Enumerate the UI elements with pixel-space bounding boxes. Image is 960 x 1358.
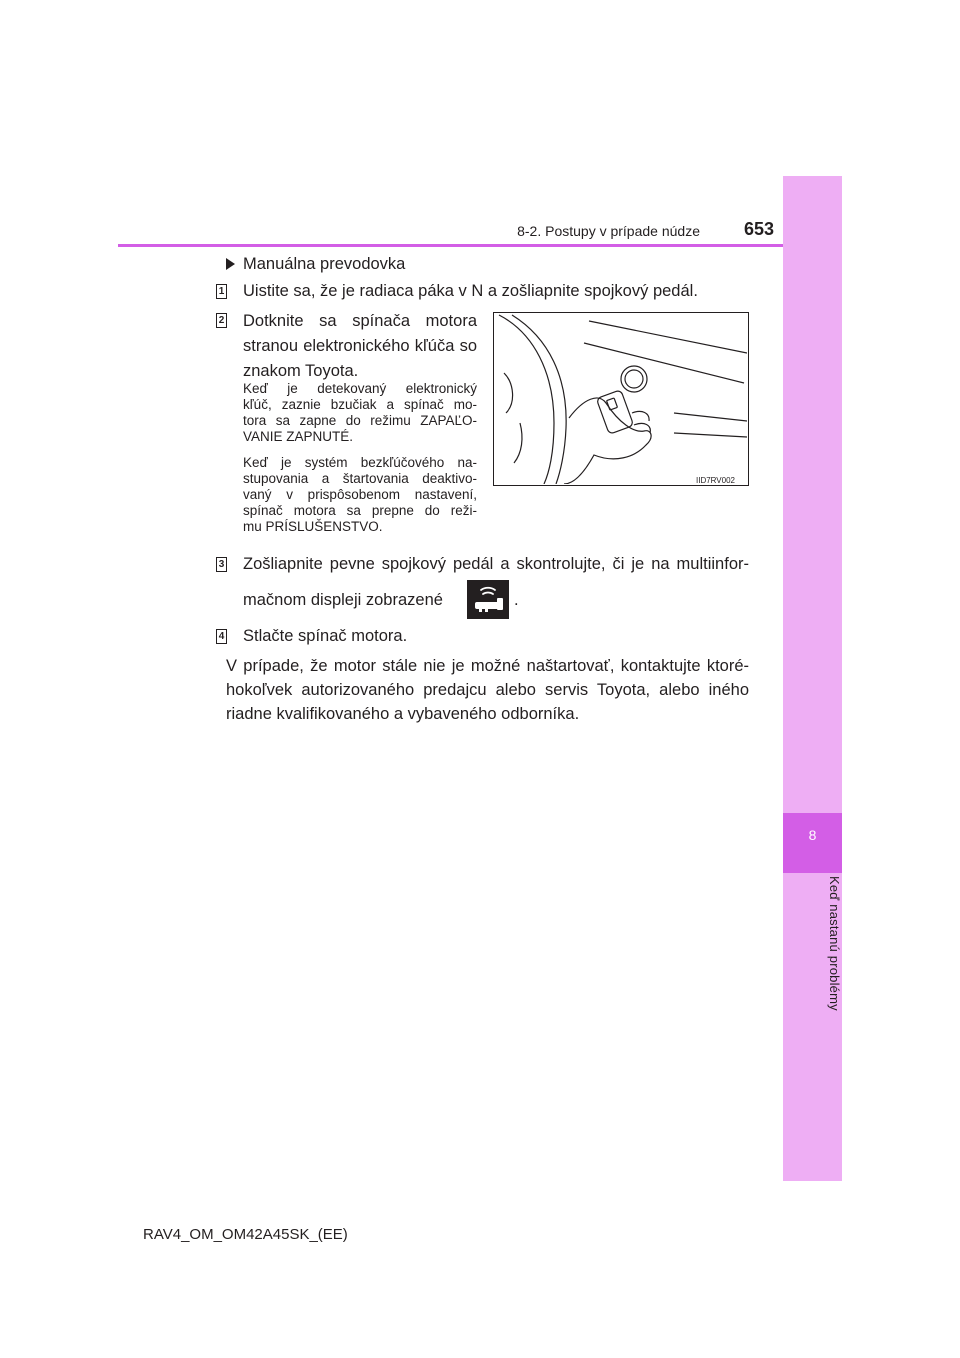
step-2-note-2-line: Keď je systém bezkľúčového na- [243,455,477,470]
step-number-2: 2 [216,313,227,328]
step-2-note-1-line: tora sa zapne do režimu ZAPAĽO- [243,413,477,428]
chapter-side-tab [783,176,842,1181]
chapter-tab-active[interactable] [783,813,842,873]
step-2-note-1-line: Keď je detekovaný elektronický [243,381,477,396]
step-number-4: 4 [216,629,227,644]
step-number-3: 3 [216,557,227,572]
subsection-heading: Manuálna prevodovka [243,255,406,273]
step-3-period: . [514,591,519,609]
illustration-drawing [494,313,747,484]
chapter-label: Keď nastanú problémy [827,875,842,1011]
triangle-bullet-icon [226,258,235,270]
section-title: 8-2. Postupy v prípade núdze [517,223,700,239]
step-3-line: mačnom displeji zobrazené [243,591,443,609]
step-2-note-1-line: kľúč, zaznie bzučiak a spínač mo- [243,397,477,412]
step-2-note-2-line: vaný v prispôsobenom nastavení, [243,487,477,502]
document-code: RAV4_OM_OM42A45SK_(EE) [143,1226,348,1243]
step-2-note-1-line: VANIE ZAPNUTÉ. [243,429,354,444]
step-2-line: stranou elektronického kľúča so [243,337,477,355]
illustration-code: IID7RV002 [696,476,735,485]
step-2-line: Dotknite sa spínača motora [243,312,477,330]
step-4-text: Stlačte spínač motora. [243,627,408,645]
step-number-1: 1 [216,284,227,299]
closing-line: riadne kvalifikovaného a vybaveného odborníka. [226,705,580,723]
closing-line: V prípade, že motor stále nie je možné naštartovať, kontaktujte ktoré- [226,657,749,675]
closing-line: hokoľvek autorizovaného predajcu alebo servis Toyota, alebo iného [226,681,749,699]
step-3-line: Zošliapnite pevne spojkový pedál a skontrolujte, či je na multiinfor- [243,555,749,573]
step-2-line: znakom Toyota. [243,362,359,380]
chapter-number: 8 [808,827,817,843]
illustration-engine-switch [493,312,749,486]
step-1-text: Uistite sa, že je radiaca páka v N a zošliapnite spojkový pedál. [243,282,698,300]
key-indicator-icon [467,580,509,619]
header-rule [118,244,783,247]
key-indicator-glyph [467,580,509,619]
step-2-note-2-line: spínač motora sa prepne do reži- [243,503,477,518]
step-2-note-2-line: stupovania a štartovania deaktivo- [243,471,477,486]
step-2-note-2-line: mu PRÍSLUŠENSTVO. [243,519,383,534]
page-number: 653 [743,219,774,239]
